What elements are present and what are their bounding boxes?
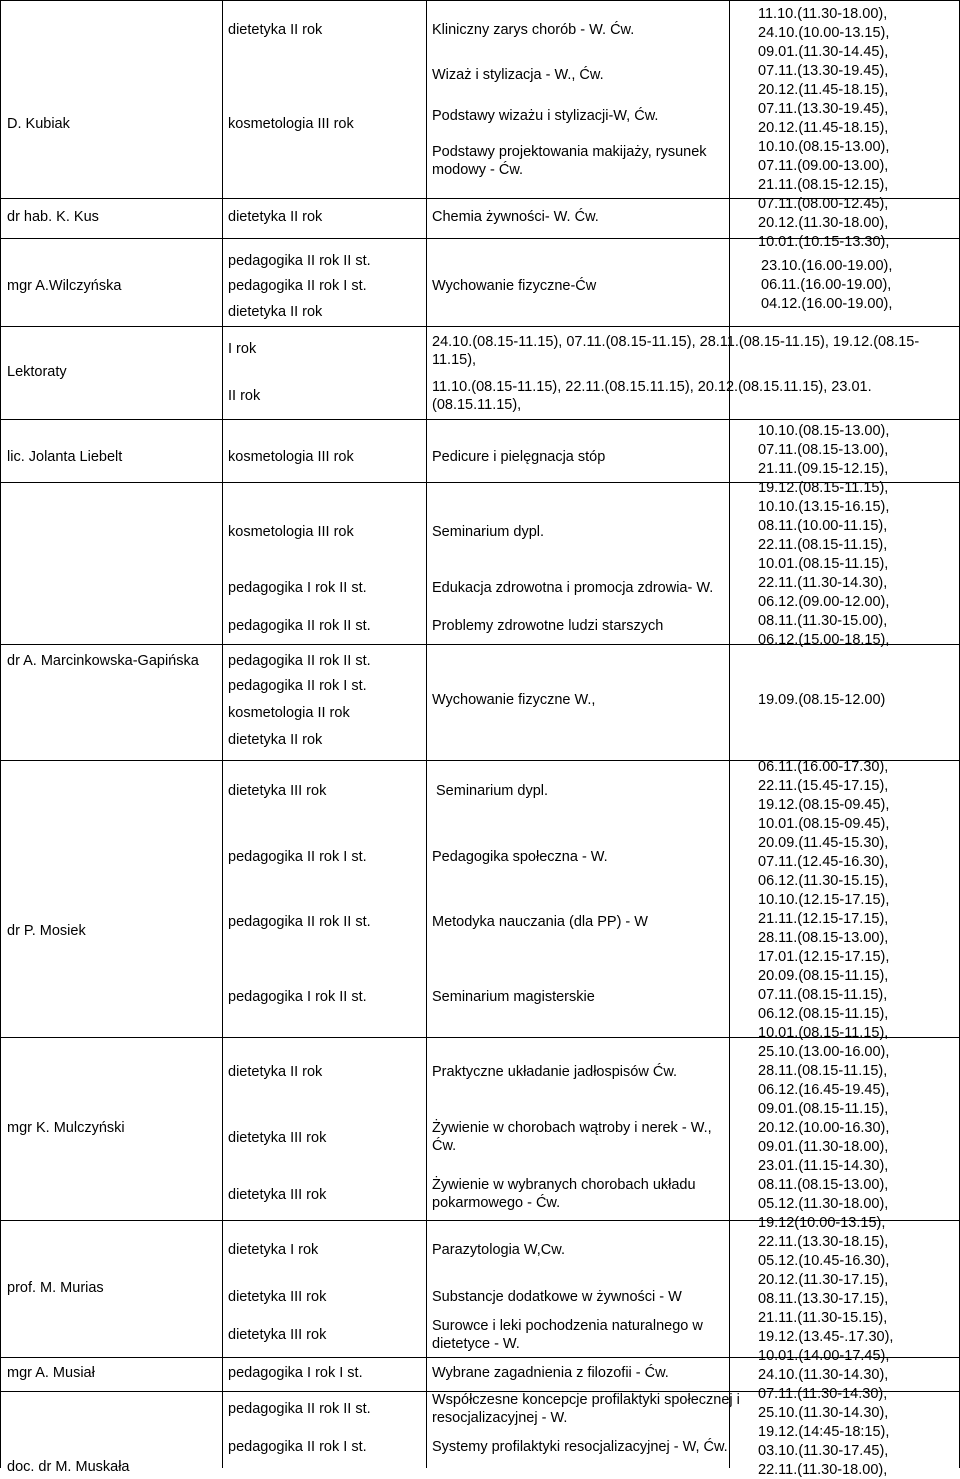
date-entry: 10.01.(14.00-17.45), xyxy=(758,1348,890,1364)
column-divider xyxy=(0,0,1,1468)
date-entry: 04.12.(16.00-19.00), xyxy=(761,296,893,312)
group-name: kosmetologia III rok xyxy=(228,116,354,132)
teacher-name: dr hab. K. Kus xyxy=(7,209,99,225)
date-entry: 21.11.(12.15-17.15), xyxy=(758,911,889,927)
subject-name: Kliniczny zarys chorób - W. Ćw. xyxy=(432,22,635,38)
date-entry: 22.11.(13.30-18.15), xyxy=(758,1234,889,1250)
group-name: dietetyka III rok xyxy=(228,1327,327,1343)
subject-name: Podstawy projektowania makijaży, rysunek modowy - Ćw. xyxy=(432,144,707,178)
subject-name: Parazytologia W,Cw. xyxy=(432,1242,565,1258)
subject-name: Seminarium magisterskie xyxy=(432,989,595,1005)
date-entry: 07.11.(08.15-13.00), xyxy=(758,442,889,458)
subject-name: Chemia żywności- W. Ćw. xyxy=(432,209,599,225)
date-entry: 06.12.(11.30-15.15), xyxy=(758,873,889,889)
group-name: dietetyka III rok xyxy=(228,1130,327,1146)
date-entry: 09.01.(08.15-11.15), xyxy=(758,1101,889,1117)
subject-name: Seminarium dypl. xyxy=(432,524,545,540)
teacher-name: dr P. Mosiek xyxy=(7,923,86,939)
date-entry: 28.11.(08.15-13.00), xyxy=(758,930,889,946)
group-name: pedagogika II rok II st. xyxy=(228,1401,371,1417)
date-entry: 09.01.(11.30-14.45), xyxy=(758,44,889,60)
group-name: dietetyka II rok xyxy=(228,209,323,225)
group-name: kosmetologia III rok xyxy=(228,449,354,465)
date-entry: 08.11.(08.15-13.00), xyxy=(758,1177,889,1193)
teacher-name: mgr A. Musiał xyxy=(7,1365,95,1381)
teacher-name: mgr A.Wilczyńska xyxy=(7,278,122,294)
teacher-name: prof. M. Murias xyxy=(7,1280,104,1296)
teacher-name: dr A. Marcinkowska-Gapińska xyxy=(7,653,199,669)
date-entry: 10.01.(10.15-13.30), xyxy=(758,234,890,250)
date-entry: 22.11.(11.30-14.30), xyxy=(758,575,888,591)
teacher-name: D. Kubiak xyxy=(7,116,70,132)
group-name: II rok xyxy=(228,388,261,404)
date-entry: 24.10.(11.30-14.30), xyxy=(758,1367,889,1383)
subject-name: Wizaż i stylizacja - W., Ćw. xyxy=(432,67,604,83)
subject-name: Współczesne koncepcje profilaktyki społecznej i resocjalizacyjnej - W. xyxy=(432,1392,740,1426)
date-entry: 10.10.(08.15-13.00), xyxy=(758,139,890,155)
date-entry: 07.11.(12.45-16.30), xyxy=(758,854,889,870)
date-entry: 19.12.(13.45-.17.30), xyxy=(758,1329,894,1345)
date-entry: 06.11.(16.00-19.00), xyxy=(761,277,892,293)
date-entry: 17.01.(12.15-17.15), xyxy=(758,949,890,965)
date-entry: 06.12.(08.15-11.15), xyxy=(758,1006,889,1022)
subject-name: Surowce i leki pochodzenia naturalnego w dietetyce - W. xyxy=(432,1318,703,1352)
group-name: pedagogika II rok II st. xyxy=(228,914,371,930)
column-divider xyxy=(729,0,730,1468)
subject-name: Praktyczne układanie jadłospisów Ćw. xyxy=(432,1064,678,1080)
subject-name: Żywienie w wybranych chorobach układu pokarmowego - Ćw. xyxy=(432,1177,696,1211)
date-entry: 21.11.(11.30-15.15), xyxy=(758,1310,888,1326)
date-entry: 11.10.(11.30-18.00), xyxy=(758,6,888,22)
date-entry: 07.11.(13.30-19.45), xyxy=(758,101,889,117)
subject-name: Żywienie w chorobach wątroby i nerek - W., Ćw. xyxy=(432,1120,712,1154)
subject-name: Seminarium dypl. xyxy=(436,783,549,799)
subject-name: Edukacja zdrowotna i promocja zdrowia- W. xyxy=(432,580,714,596)
subject-name: Wychowanie fizyczne-Ćw xyxy=(432,278,597,294)
group-name: dietetyka II rok xyxy=(228,304,323,320)
group-name: dietetyka III rok xyxy=(228,783,327,799)
date-entry: 03.10.(11.30-17.45), xyxy=(758,1443,889,1459)
date-entry: 10.01.(08.15-09.45), xyxy=(758,816,890,832)
date-entry: 19.12.(14:45-18:15), xyxy=(758,1424,890,1440)
row-divider xyxy=(0,326,960,327)
date-entry: 22.11.(15.45-17.15), xyxy=(758,778,889,794)
subject-name: Problemy zdrowotne ludzi starszych xyxy=(432,618,664,634)
group-name: pedagogika II rok II st. xyxy=(228,653,371,669)
date-entry: 23.01.(11.15-14.30), xyxy=(758,1158,889,1174)
group-name: pedagogika I rok II st. xyxy=(228,989,367,1005)
date-entry: 05.12.(10.45-16.30), xyxy=(758,1253,890,1269)
date-entry: 22.11.(11.30-18.00), xyxy=(758,1462,888,1478)
date-entry: 20.12.(10.00-16.30), xyxy=(758,1120,890,1136)
lecture-dates: 11.10.(08.15-11.15), 22.11.(08.15.11.15), 20.12.(08.15.11.15), 23.01.(08.15.11.15), xyxy=(432,379,872,413)
date-entry: 19.09.(08.15-12.00) xyxy=(758,692,886,708)
date-entry: 20.09.(08.15-11.15), xyxy=(758,968,889,984)
date-entry: 23.10.(16.00-19.00), xyxy=(761,258,893,274)
group-name: pedagogika II rok I st. xyxy=(228,849,367,865)
date-entry: 21.11.(09.15-12.15), xyxy=(758,461,889,477)
date-entry: 19.12(10.00-13.15), xyxy=(758,1215,886,1231)
subject-name: Substancje dodatkowe w żywności - W xyxy=(432,1289,682,1305)
subject-name: Metodyka nauczania (dla PP) - W xyxy=(432,914,648,930)
date-entry: 06.12.(09.00-12.00), xyxy=(758,594,890,610)
date-entry: 10.10.(12.15-17.15), xyxy=(758,892,890,908)
date-entry: 06.11.(16.00-17.30), xyxy=(758,759,889,775)
date-entry: 08.11.(13.30-17.15), xyxy=(758,1291,889,1307)
subject-name: Systemy profilaktyki resocjalizacyjnej - W, Ćw. xyxy=(432,1439,728,1455)
teacher-name: doc. dr M. Muskała xyxy=(7,1459,130,1475)
date-entry: 07.11.(09.00-13.00), xyxy=(758,158,889,174)
date-entry: 19.12.(08.15-11.15), xyxy=(758,480,889,496)
subject-name: Wychowanie fizyczne W., xyxy=(432,692,596,708)
date-entry: 20.12.(11.45-18.15), xyxy=(758,120,889,136)
date-entry: 19.12.(08.15-09.45), xyxy=(758,797,890,813)
date-entry: 28.11.(08.15-11.15), xyxy=(758,1063,888,1079)
date-entry: 07.11.(13.30-19.45), xyxy=(758,63,889,79)
date-entry: 05.12.(11.30-18.00), xyxy=(758,1196,889,1212)
group-name: I rok xyxy=(228,341,257,357)
date-entry: 06.12.(15.00-18.15), xyxy=(758,632,890,648)
date-entry: 08.11.(10.00-11.15), xyxy=(758,518,888,534)
group-name: dietetyka II rok xyxy=(228,22,323,38)
group-name: dietetyka II rok xyxy=(228,1064,323,1080)
group-name: dietetyka I rok xyxy=(228,1242,319,1258)
subject-name: Pedicure i pielęgnacja stóp xyxy=(432,449,606,465)
group-name: dietetyka III rok xyxy=(228,1187,327,1203)
group-name: kosmetologia II rok xyxy=(228,705,350,721)
date-entry: 09.01.(11.30-18.00), xyxy=(758,1139,889,1155)
subject-name: Podstawy wizażu i stylizacji-W, Ćw. xyxy=(432,108,659,124)
group-name: pedagogika II rok I st. xyxy=(228,1439,367,1455)
teacher-name: Lektoraty xyxy=(7,364,67,380)
group-name: dietetyka III rok xyxy=(228,1289,327,1305)
group-name: kosmetologia III rok xyxy=(228,524,354,540)
group-name: pedagogika I rok I st. xyxy=(228,1365,363,1381)
date-entry: 21.11.(08.15-12.15), xyxy=(758,177,889,193)
date-entry: 25.10.(13.00-16.00), xyxy=(758,1044,890,1060)
date-entry: 10.10.(08.15-13.00), xyxy=(758,423,890,439)
teacher-name: mgr K. Mulczyński xyxy=(7,1120,125,1136)
date-entry: 25.10.(11.30-14.30), xyxy=(758,1405,889,1421)
lecture-dates: 24.10.(08.15-11.15), 07.11.(08.15-11.15), 28.11.(08.15-11.15), 19.12.(08.15-11.15), xyxy=(432,334,920,368)
group-name: pedagogika II rok I st. xyxy=(228,278,367,294)
date-entry: 06.12.(16.45-19.45), xyxy=(758,1082,890,1098)
date-entry: 20.12.(11.30-17.15), xyxy=(758,1272,889,1288)
group-name: pedagogika II rok II st. xyxy=(228,253,371,269)
date-entry: 20.09.(11.45-15.30), xyxy=(758,835,889,851)
subject-name: Wybrane zagadnienia z filozofii - Ćw. xyxy=(432,1365,669,1381)
date-entry: 20.12.(11.45-18.15), xyxy=(758,82,889,98)
column-divider xyxy=(222,0,223,1468)
date-entry: 08.11.(11.30-15.00), xyxy=(758,613,888,629)
group-name: pedagogika II rok II st. xyxy=(228,618,371,634)
subject-name: Pedagogika społeczna - W. xyxy=(432,849,608,865)
date-entry: 10.01.(08.15-11.15), xyxy=(758,1025,889,1041)
row-divider xyxy=(0,0,960,1)
date-entry: 24.10.(10.00-13.15), xyxy=(758,25,890,41)
date-entry: 22.11.(08.15-11.15), xyxy=(758,537,888,553)
column-divider xyxy=(426,0,427,1468)
date-entry: 07.11.(11.30-14.30), xyxy=(758,1386,888,1402)
date-entry: 07.11.(08.15-11.15), xyxy=(758,987,888,1003)
row-divider xyxy=(0,419,960,420)
group-name: dietetyka II rok xyxy=(228,732,323,748)
date-entry: 07.11.(08.00-12.45), xyxy=(758,196,889,212)
date-entry: 10.10.(13.15-16.15), xyxy=(758,499,890,515)
group-name: pedagogika II rok I st. xyxy=(228,678,367,694)
date-entry: 10.01.(08.15-11.15), xyxy=(758,556,889,572)
group-name: pedagogika I rok II st. xyxy=(228,580,367,596)
date-entry: 20.12.(11.30-18.00), xyxy=(758,215,889,231)
teacher-name: lic. Jolanta Liebelt xyxy=(7,449,123,465)
